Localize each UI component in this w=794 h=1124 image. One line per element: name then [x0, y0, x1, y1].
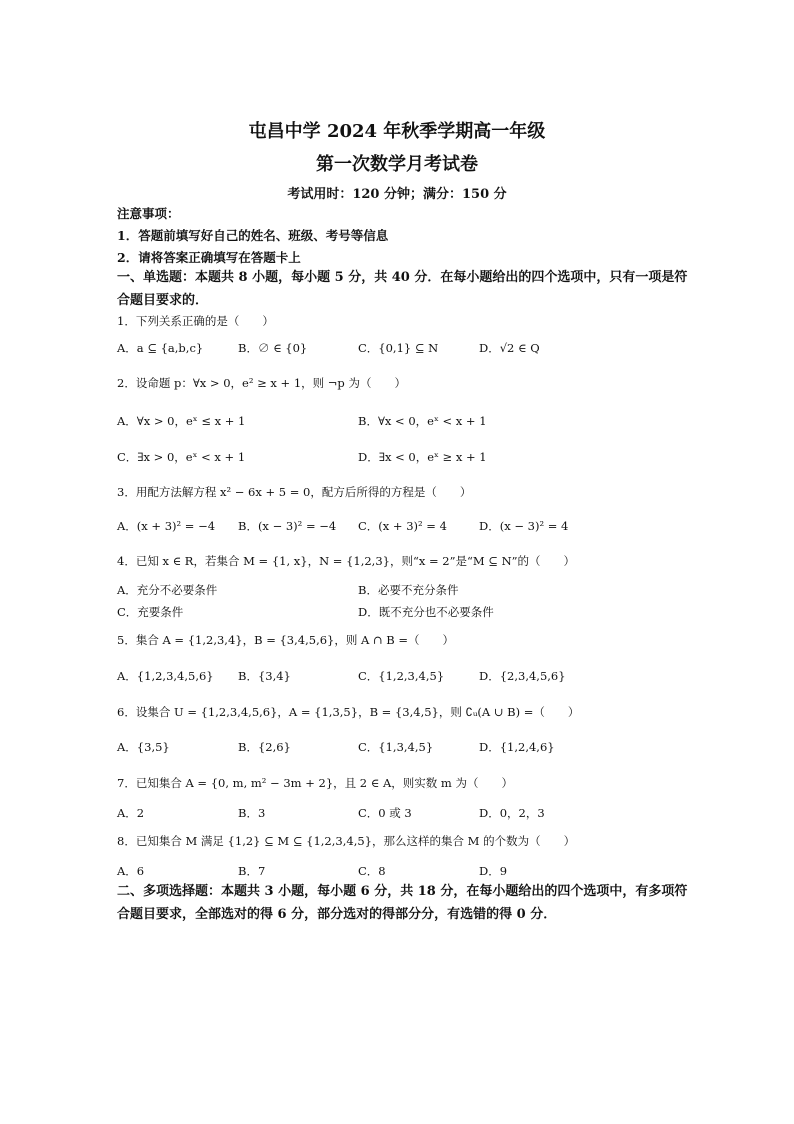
option-a: A．∀x > 0，eˣ ≤ x + 1: [117, 414, 246, 428]
option-d: D．既不充分也不必要条件: [358, 605, 494, 619]
option-d: D．0，2，3: [479, 806, 545, 820]
option-b: B．{2,6}: [238, 740, 291, 754]
question-stem: 4．已知 x ∈ R，若集合 M = {1, x}，N = {1,2,3}，则“x = 2”是“M ⊆ N”的（ ）: [117, 554, 576, 568]
question-stem: 8．已知集合 M 满足 {1,2} ⊆ M ⊆ {1,2,3,4,5}，那么这样的集合 M 的个数为（ ）: [117, 834, 576, 848]
option-a: A．充分不必要条件: [117, 583, 218, 597]
exam-info: 考试用时：120 分钟；满分：150 分: [287, 187, 507, 202]
option-b: B．必要不充分条件: [358, 583, 459, 597]
option-a: A．2: [117, 806, 145, 820]
option-d: D．9: [479, 864, 508, 878]
notes-heading: 注意事项：: [117, 206, 180, 221]
option-d: D．{1,2,4,6}: [479, 740, 555, 754]
option-c: C．{0,1} ⊆ N: [358, 341, 439, 355]
option-d: D．(x − 3)² = 4: [479, 519, 569, 533]
option-d: D．√2 ∈ Q: [479, 341, 540, 355]
option-c: C．∃x > 0，eˣ < x + 1: [117, 450, 246, 464]
option-a: A．{3,5}: [117, 740, 170, 754]
option-b: B．3: [238, 806, 266, 820]
option-d: D．{2,3,4,5,6}: [479, 669, 566, 683]
option-c: C．{1,3,4,5}: [358, 740, 434, 754]
option-c: C．(x + 3)² = 4: [358, 519, 447, 533]
option-a: A．(x + 3)² = −4: [117, 519, 216, 533]
question-stem: 2．设命题 p：∀x > 0，e² ≥ x + 1，则 ¬p 为（ ）: [117, 376, 406, 390]
section-heading-multiple-choice: 二、多项选择题：本题共 3 小题，每小题 6 分，共 18 分，在每小题给出的四个选项中，有多项符合题目要求，全部选对的得 6 分，部分选对的得部分分，有选错的得 0 分．: [117, 884, 688, 922]
option-c: C．8: [358, 864, 386, 878]
question-stem: 3．用配方法解方程 x² − 6x + 5 = 0，配方后所得的方程是（ ）: [117, 485, 472, 499]
note-item: 1．答题前填写好自己的姓名、班级、考号等信息: [117, 228, 389, 243]
section-heading-single-choice: 一、单选题：本题共 8 小题，每小题 5 分，共 40 分．在每小题给出的四个选项中，只有一项是符合题目要求的．: [117, 270, 688, 308]
option-b: B．∅ ∈ {0}: [238, 341, 308, 355]
option-a: A．{1,2,3,4,5,6}: [117, 669, 214, 683]
page-title: 屯昌中学 2024 年秋季学期高一年级: [248, 121, 546, 142]
option-b: B．7: [238, 864, 266, 878]
page-subtitle: 第一次数学月考试卷: [316, 154, 478, 175]
question-stem: 6．设集合 U = {1,2,3,4,5,6}，A = {1,3,5}，B = {3,4,5}，则 ∁ᵤ(A ∪ B) =（ ）: [117, 705, 580, 719]
note-item: 2．请将答案正确填写在答题卡上: [117, 250, 301, 265]
question-stem: 7．已知集合 A = {0, m, m² − 3m + 2}，且 2 ∈ A，则实数 m 为（ ）: [117, 776, 513, 790]
option-d: D．∃x < 0，eˣ ≥ x + 1: [358, 450, 487, 464]
option-c: C．充要条件: [117, 605, 184, 619]
question-stem: 1．下列关系正确的是（ ）: [117, 314, 274, 328]
option-c: C．{1,2,3,4,5}: [358, 669, 445, 683]
question-stem: 5．集合 A = {1,2,3,4}，B = {3,4,5,6}，则 A ∩ B =（ ）: [117, 633, 455, 647]
option-b: B．∀x < 0，eˣ < x + 1: [358, 414, 487, 428]
option-a: A．a ⊆ {a,b,c}: [117, 341, 204, 355]
option-c: C．0 或 3: [358, 806, 412, 820]
option-b: B．{3,4}: [238, 669, 291, 683]
option-b: B．(x − 3)² = −4: [238, 519, 337, 533]
option-a: A．6: [117, 864, 145, 878]
